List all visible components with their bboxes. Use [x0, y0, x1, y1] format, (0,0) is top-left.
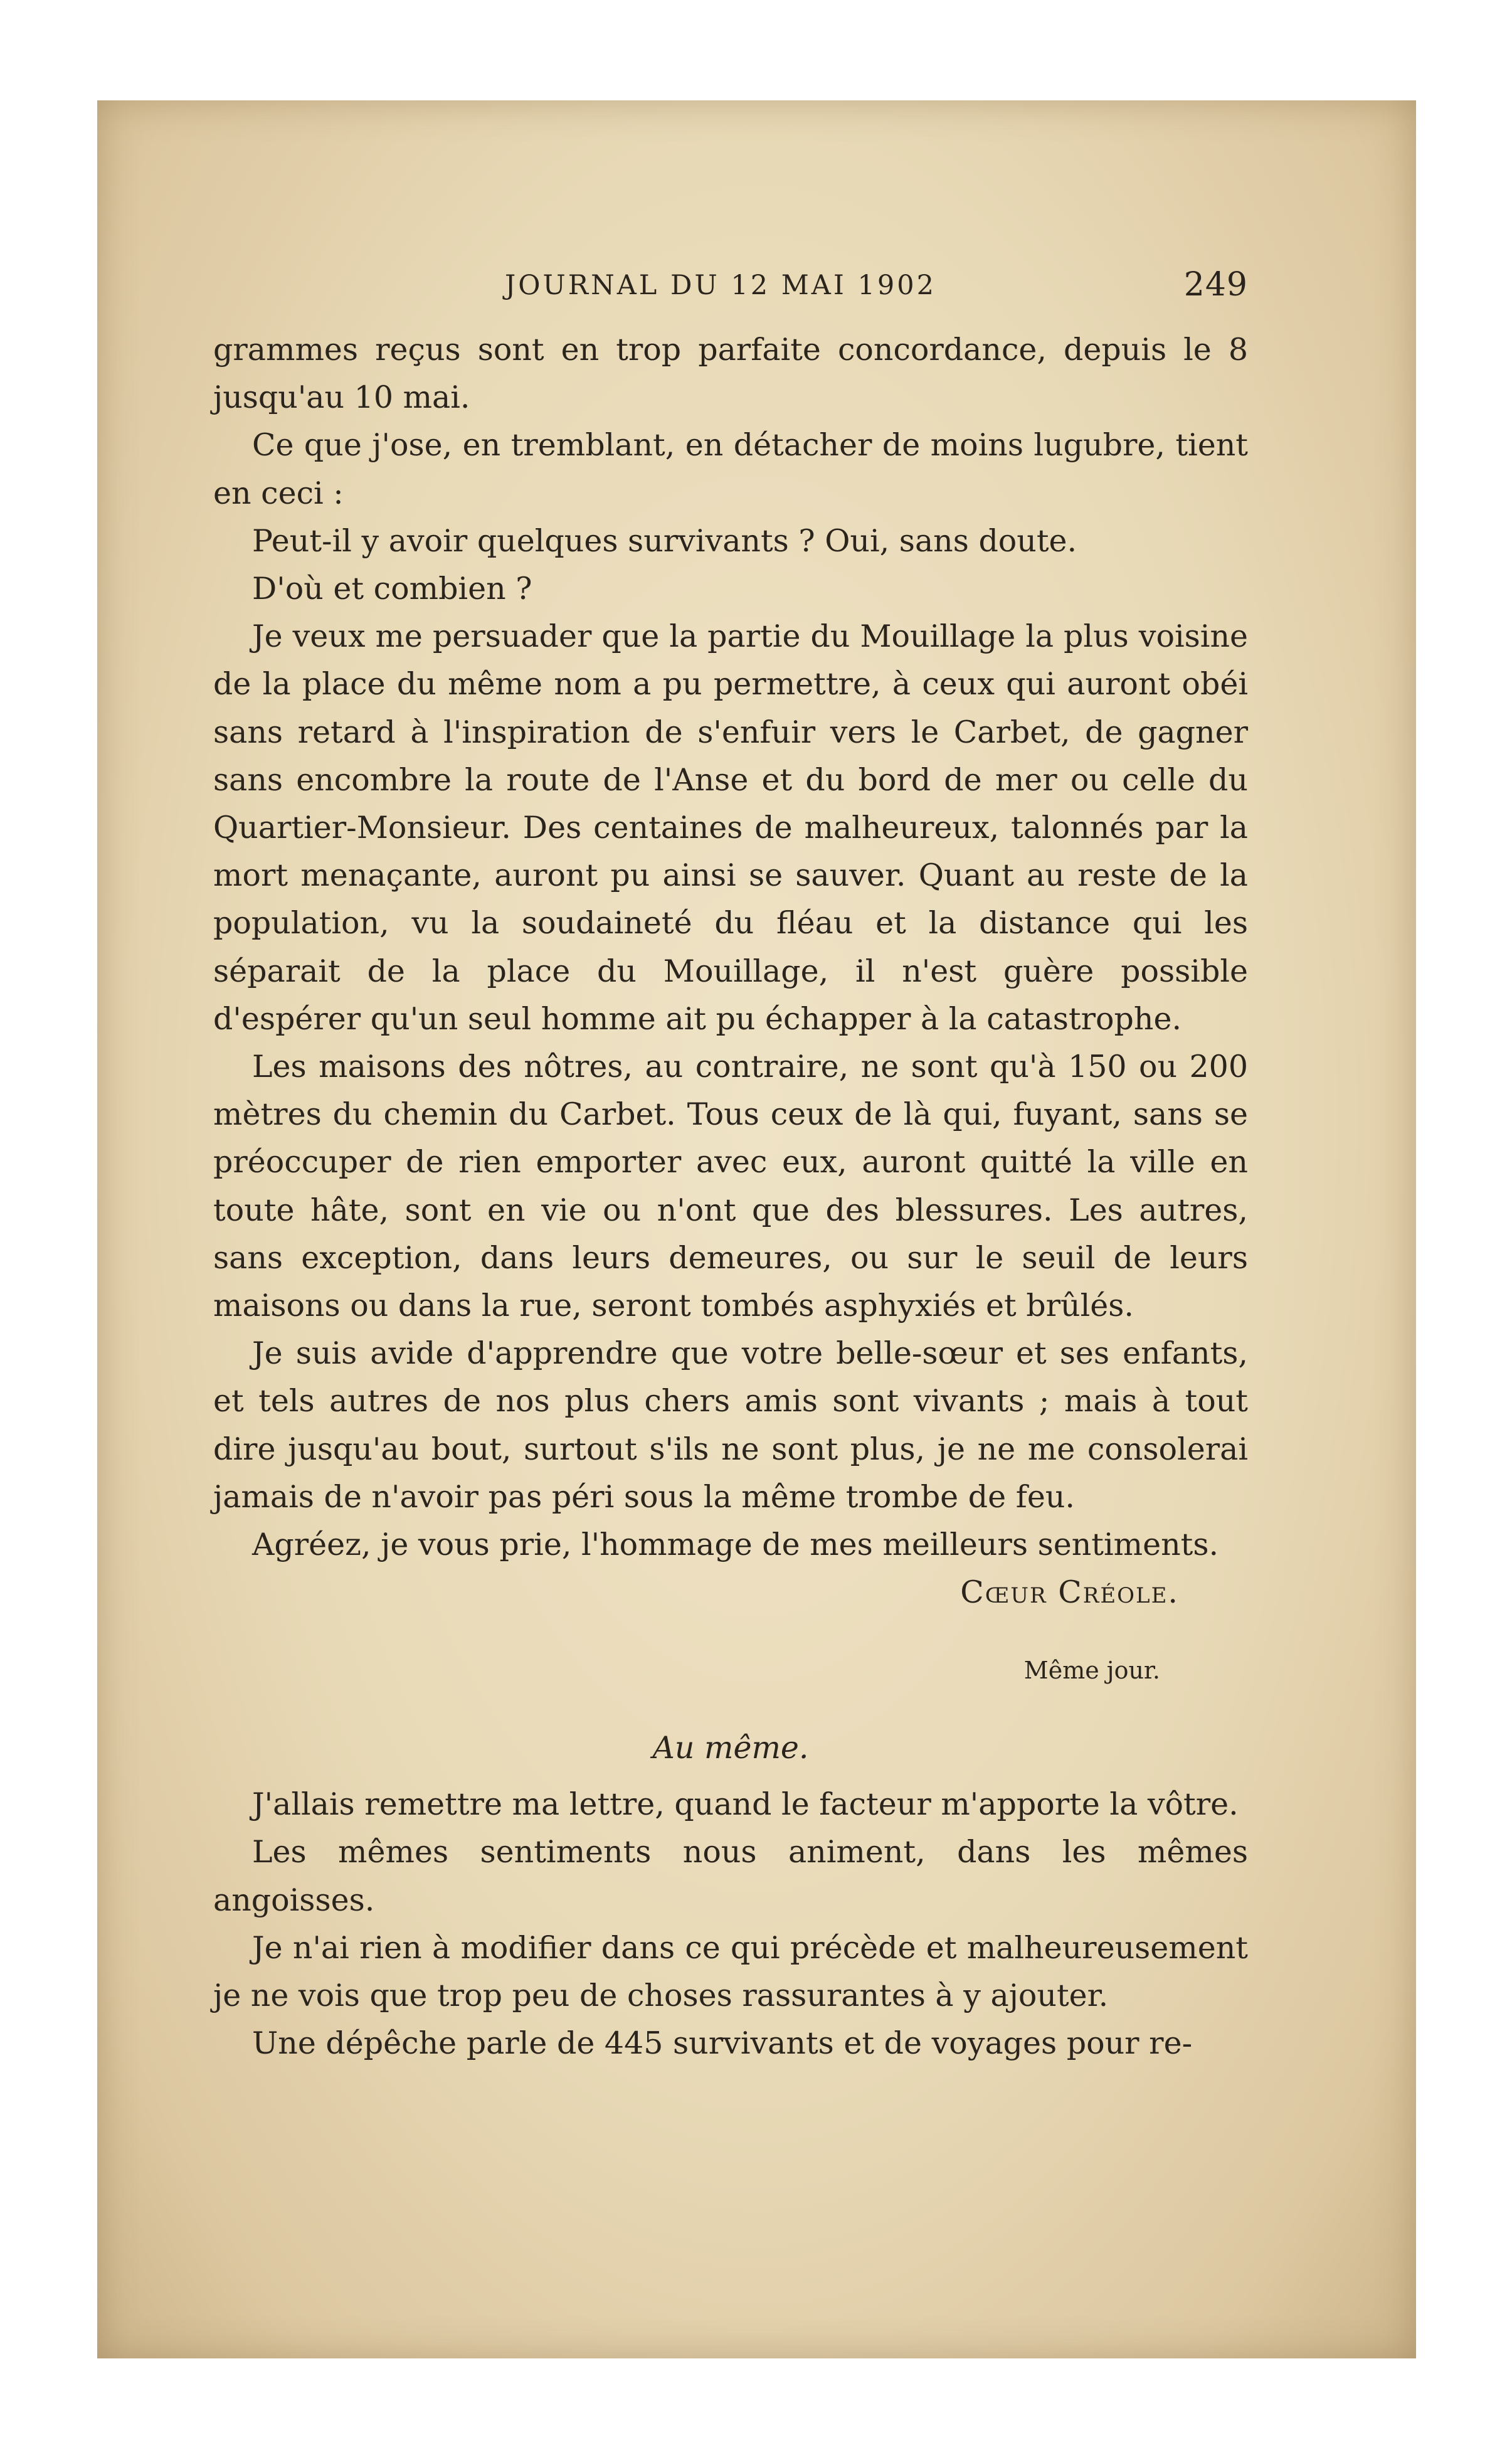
- paragraph: Je suis avide d'apprendre que votre belle-sœur et ses enfants, et tels autres de nos plus chers amis sont vivants ; mais à tout dire jusqu'au bout, surtout s'ils ne sont plus, je ne me consolerai jamais de n'avoir pas péri sous la même trombe de feu.: [213, 1335, 1248, 1515]
- paragraph: D'où et combien ?: [252, 571, 532, 607]
- paragraph: Peut-il y avoir quelques survivants ? Oui, sans doute.: [252, 522, 1077, 559]
- paragraph: Les maisons des nôtres, au contraire, ne sont qu'à 150 ou 200 mètres du chemin du Carbet. Tous ceux de là qui, fuyant, sans se préoccuper de rien emporter avec eux, auront quitté la ville en toute hâte, sont en vie ou n'ont que des blessures. Les autres, sans exception, dans leurs demeures, ou sur le seuil de leurs maisons ou dans la rue, seront tombés asphyxiés et brûlés.: [213, 1049, 1248, 1324]
- scanned-page: [97, 100, 1416, 2358]
- second-letter-body: [213, 1781, 1248, 2067]
- paragraph-truncated: Une dépêche parle de 445 survivants et de voyages pour re-: [252, 2025, 1193, 2062]
- paragraph: Ce que j'ose, en tremblant, en détacher de moins lugubre, tient en ceci :: [213, 427, 1248, 511]
- paragraph: Les mêmes sentiments nous animent, dans les mêmes angoisses.: [213, 1834, 1248, 1918]
- text-block: [213, 266, 1248, 2068]
- dateline: Même jour.: [1023, 1657, 1160, 1685]
- paragraph-closing: Agréez, je vous prie, l'hommage de mes meilleurs sentiments.: [252, 1527, 1219, 1563]
- paragraph-continuation: grammes reçus sont en trop parfaite concordance, depuis le 8 jusqu'au 10 mai.: [213, 332, 1248, 416]
- letter-body: [213, 326, 1248, 1616]
- paragraph: Je veux me persuader que la partie du Mouillage la plus voisine de la place du même nom a pu permettre, à ceux qui auront obéi sans retard à l'inspiration de s'enfuir vers le Carbet, de gagner sans encombre la route de l'Anse et du bord de mer ou celle du Quartier-Monsieur. Des centaines de malheureux, talonnés par la mort menaçante, auront pu ainsi se sauver. Quant au reste de la population, vu la soudaineté du fléau et la distance qui les séparait de la place du Mouillage, il n'est guère possible d'espérer qu'un seul homme ait pu échapper à la catastrophe.: [213, 618, 1248, 1037]
- running-title: JOURNAL DU 12 MAI 1902: [505, 270, 936, 301]
- paragraph: J'allais remettre ma lettre, quand le facteur m'apporte la vôtre.: [252, 1786, 1239, 1823]
- page-number: 249: [1183, 266, 1248, 304]
- salutation: Au même.: [652, 1730, 809, 1766]
- signature: Cœur Créole.: [960, 1574, 1179, 1611]
- running-head: [213, 266, 1248, 326]
- paragraph: Je n'ai rien à modifier dans ce qui précède et malheureusement je ne vois que trop peu de choses rassurantes à y ajouter.: [213, 1929, 1248, 2014]
